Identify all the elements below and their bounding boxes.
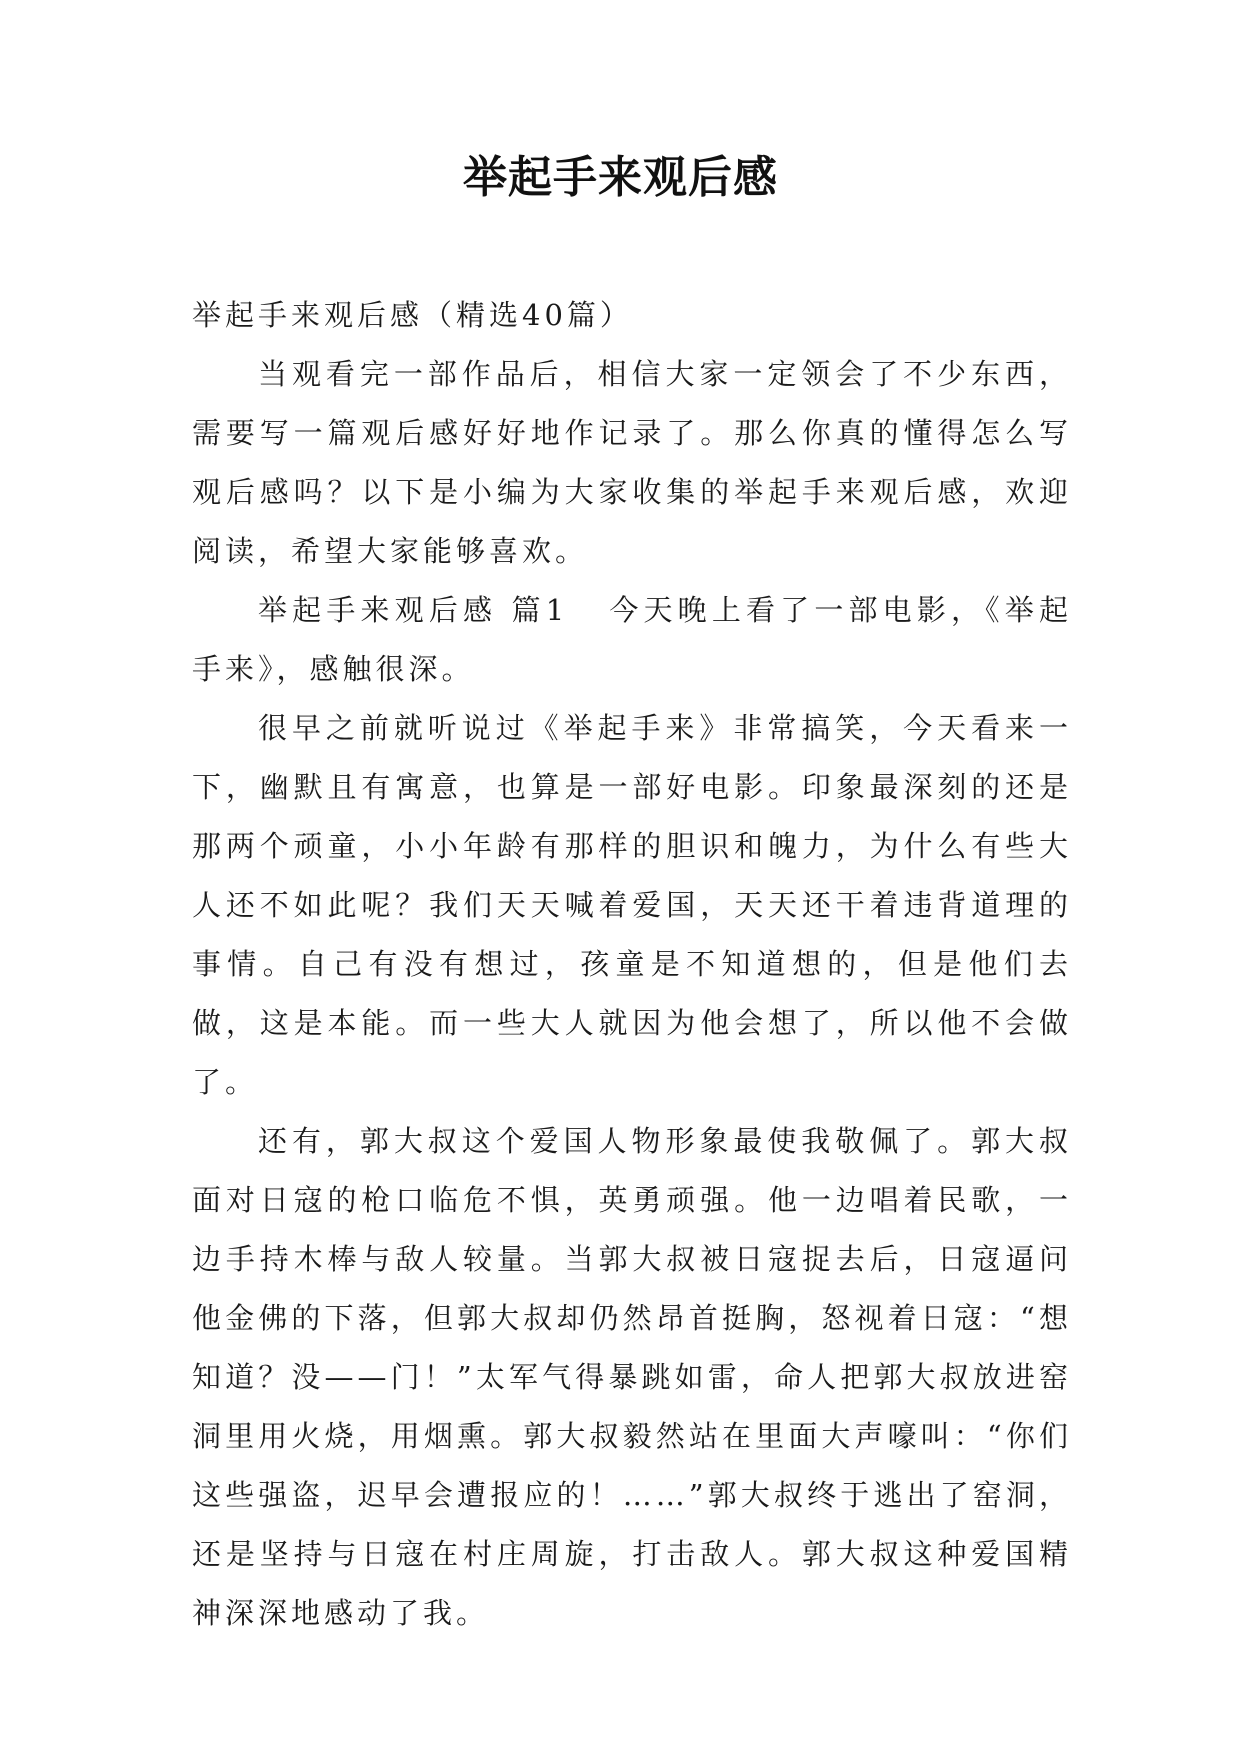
document-title: 举起手来观后感 (463, 152, 778, 203)
body-paragraph-1: 很早之前就听说过《举起手来》非常搞笑，今天看来一下，幽默且有寓意，也算是一部好电影。印象最深刻的还是那两个顽童，小小年龄有那样的胆识和魄力，为什么有些大人还不如此呢？我们天天喊着爱国，天天还干着违背道理的事情。自己有没有想过，孩童是不知道想的，但是他们去做，这是本能。而一些大人就因为他会想了，所以他不会做了。 (192, 711, 1072, 1099)
document-subtitle: 举起手来观后感（精选40篇） (192, 298, 633, 332)
section-1-lead: 今天晚上看了一部电影，《举起手来》，感触很深。 (192, 593, 1072, 686)
section-1-heading: 举起手来观后感 篇1 (258, 593, 569, 627)
section-1-opening (192, 581, 1072, 699)
document-body (192, 286, 1072, 1643)
body-paragraph-2: 还有，郭大叔这个爱国人物形象最使我敬佩了。郭大叔面对日寇的枪口临危不惧，英勇顽强。他一边唱着民歌，一边手持木棒与敌人较量。当郭大叔被日寇捉去后，日寇逼问他金佛的下落，但郭大叔却仍然昂首挺胸，怒视着日寇：“想知道？没——门！”太军气得暴跳如雷，命人把郭大叔放进窑洞里用火烧，用烟熏。郭大叔毅然站在里面大声嚎叫：“你们这些强盗，迟早会遭报应的！……”郭大叔终于逃出了窑洞，还是坚持与日寇在村庄周旋，打击敌人。郭大叔这种爱国精神深深地感动了我。 (192, 1124, 1072, 1630)
intro-paragraph: 当观看完一部作品后，相信大家一定领会了不少东西，需要写一篇观后感好好地作记录了。那么你真的懂得怎么写观后感吗？以下是小编为大家收集的举起手来观后感，欢迎阅读，希望大家能够喜欢。 (192, 357, 1072, 568)
